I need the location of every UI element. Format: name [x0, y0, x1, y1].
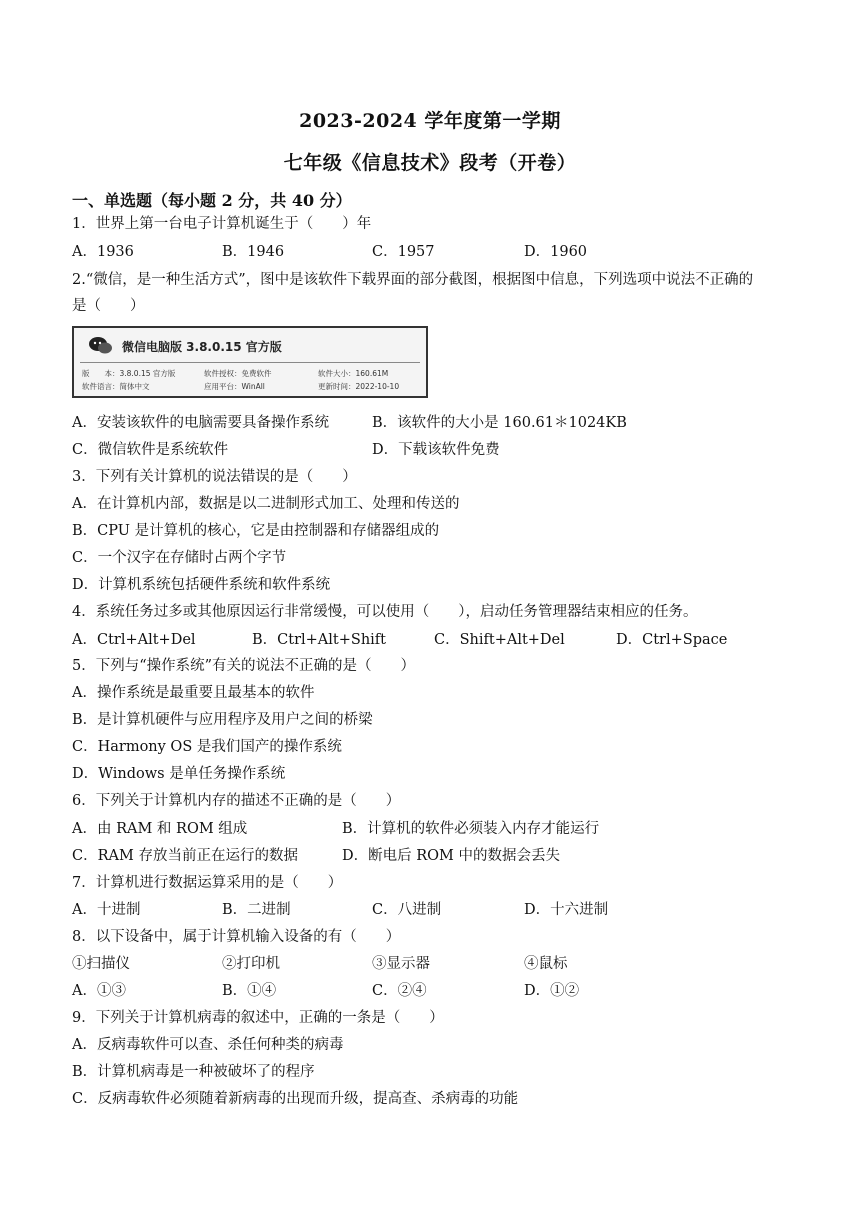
software-size: 软件大小：160.61M — [318, 369, 389, 378]
question-2-option-d: D．下载该软件免费 — [372, 442, 500, 458]
question-5-option-b: B．是计算机硬件与应用程序及用户之间的桥梁 — [72, 712, 373, 728]
question-5-option-c: C．Harmony OS 是我们国产的操作系统 — [72, 739, 342, 755]
question-9-option-b: B．计算机病毒是一种被破坏了的程序 — [72, 1064, 315, 1080]
software-download-screenshot — [72, 326, 428, 398]
question-2-option-b: B．该软件的大小是 160.61＊1024KB — [372, 415, 627, 431]
question-1-option-c: C．1957 — [372, 244, 435, 260]
question-7-option-a: A．十进制 — [72, 902, 141, 918]
question-3-option-a: A．在计算机内部，数据是以二进制形式加工、处理和传送的 — [72, 496, 460, 512]
question-4-option-c: C．Shift+Alt+Del — [434, 632, 565, 648]
question-8-option-a: A．①③ — [72, 983, 126, 999]
software-language: 软件语言：简体中文 — [82, 382, 150, 391]
question-5-stem: 5．下列与“操作系统”有关的说法不正确的是（ ） — [72, 658, 416, 674]
question-6-option-c: C．RAM 存放当前正在运行的数据 — [72, 848, 298, 864]
question-2-stem: 2.“微信，是一种生活方式”，图中是该软件下载界面的部分截图，根据图中信息，下列选项中说法不正确的 — [72, 272, 754, 288]
question-2-option-a: A．安装该软件的电脑需要具备操作系统 — [72, 415, 329, 431]
question-9-option-c: C．反病毒软件必须随着新病毒的出现而升级，提高查、杀病毒的功能 — [72, 1091, 519, 1107]
question-1-option-a: A．1936 — [72, 244, 134, 260]
question-3-option-c: C．一个汉字在存储时占两个字节 — [72, 550, 287, 566]
question-9-option-a: A．反病毒软件可以查、杀任何种类的病毒 — [72, 1037, 344, 1053]
software-license: 软件授权：免费软件 — [204, 369, 272, 378]
question-8-item-2: ②打印机 — [222, 956, 280, 972]
question-2-option-c: C．微信软件是系统软件 — [72, 442, 229, 458]
question-2-stem-cont: 是（ ） — [72, 298, 145, 314]
question-8-option-b: B．①④ — [222, 983, 277, 999]
question-5-option-d: D．Windows 是单任务操作系统 — [72, 766, 286, 782]
question-4-option-a: A．Ctrl+Alt+Del — [72, 632, 196, 648]
question-6-option-a: A．由 RAM 和 ROM 组成 — [72, 821, 248, 837]
question-8-option-c: C．②④ — [372, 983, 427, 999]
question-8-item-4: ④鼠标 — [524, 956, 568, 972]
question-4-option-d: D．Ctrl+Space — [616, 632, 728, 648]
software-platform: 应用平台：WinAll — [204, 382, 265, 391]
question-8-option-d: D．①② — [524, 983, 580, 999]
question-1-option-d: D．1960 — [524, 244, 588, 260]
exam-title-subject: 七年级《信息技术》段考（开卷） — [283, 152, 577, 174]
section-heading: 一、单选题（每小题 2 分，共 40 分） — [72, 191, 352, 210]
banner-divider — [80, 362, 420, 363]
question-8-item-1: ①扫描仪 — [72, 956, 130, 972]
question-1-stem: 1．世界上第一台电子计算机诞生于（ ）年 — [72, 216, 372, 232]
wechat-logo-icon — [88, 336, 114, 356]
question-3-option-d: D．计算机系统包括硬件系统和软件系统 — [72, 577, 331, 593]
question-8-stem: 8．以下设备中，属于计算机输入设备的有（ ） — [72, 929, 401, 945]
question-3-option-b: B．CPU 是计算机的核心，它是由控制器和存储器组成的 — [72, 523, 440, 539]
question-4-stem: 4．系统任务过多或其他原因运行非常缓慢，可以使用（ ），启动任务管理器结束相应的任务。 — [72, 604, 698, 620]
question-7-option-c: C．八进制 — [372, 902, 442, 918]
question-6-stem: 6．下列关于计算机内存的描述不正确的是（ ） — [72, 793, 401, 809]
question-9-stem: 9．下列关于计算机病毒的叙述中，正确的一条是（ ） — [72, 1010, 444, 1026]
software-update-time: 更新时间：2022-10-10 — [318, 382, 400, 391]
question-6-option-b: B．计算机的软件必须装入内存才能运行 — [342, 821, 600, 837]
exam-title-term: 2023-2024 学年度第一学期 — [299, 110, 561, 132]
software-version: 版 本：3.8.0.15 官方版 — [82, 369, 176, 378]
question-3-stem: 3．下列有关计算机的说法错误的是（ ） — [72, 469, 357, 485]
question-4-option-b: B．Ctrl+Alt+Shift — [252, 632, 386, 648]
question-7-option-b: B．二进制 — [222, 902, 291, 918]
software-title: 微信电脑版 3.8.0.15 官方版 — [122, 340, 282, 354]
question-6-option-d: D．断电后 ROM 中的数据会丢失 — [342, 848, 560, 864]
question-7-stem: 7．计算机进行数据运算采用的是（ ） — [72, 875, 343, 891]
question-7-option-d: D．十六进制 — [524, 902, 609, 918]
question-8-item-3: ③显示器 — [372, 956, 430, 972]
question-5-option-a: A．操作系统是最重要且最基本的软件 — [72, 685, 315, 701]
question-1-option-b: B．1946 — [222, 244, 285, 260]
